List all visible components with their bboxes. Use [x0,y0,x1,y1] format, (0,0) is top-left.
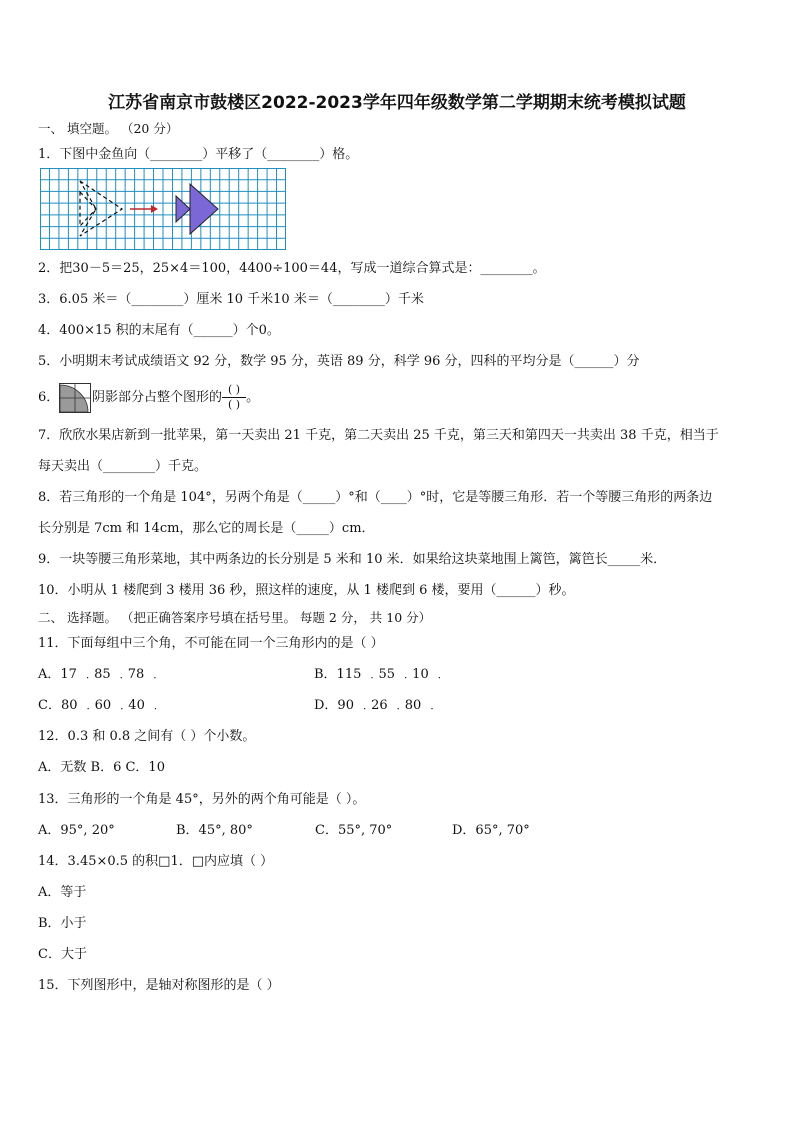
grid-diagram [40,168,286,250]
section-multiple-choice: 二、 选择题。 （把正确答案序号填在括号里。 每题 2 分， 共 10 分） [38,610,432,625]
question-10: 10．小明从 1 楼爬到 3 楼用 36 秒，照这样的速度，从 1 楼爬到 6 楼，要用（______）秒。 [38,583,575,598]
question-11: 11．下面每组中三个角，不可能在同一个三角形内的是（ ） [38,636,384,651]
question-5: 5．小明期末考试成绩语文 92 分，数学 95 分，英语 89 分，科学 96 分，四科的平均分是（______）分 [38,354,640,369]
question-9: 9．一块等腰三角形菜地，其中两条边的长分别是 5 米和 10 米．如果给这块菜地围上篱笆，篱笆长_____米． [38,552,667,567]
option-11-b: B．115 ﹒55 ﹒10 ﹒ [314,667,446,682]
question-6 [92,382,259,414]
option-11-d: D．90 ﹒26 ﹒80 ﹒ [314,698,439,713]
fraction-denominator: ( ) [228,398,241,411]
option-13-d: D．65°, 70° [452,823,530,838]
option-14-b: B．小于 [38,916,87,931]
option-11-a: A．17 ﹒85 ﹒78 ﹒ [38,667,162,682]
question-8-line2: 长分别是 7cm 和 14cm，那么它的周长是（_____）cm． [38,521,375,536]
question-15: 15．下列图形中，是轴对称图形的是（ ） [38,978,280,993]
question-6-number: 6． [38,390,60,405]
fraction-numerator: ( ) [228,383,241,396]
question-8-line1: 8．若三角形的一个角是 104°，另两个角是（_____）°和（____）°时，它是等腰三角形．若一个等腰三角形的两条边 [38,490,713,505]
shaded-figure [59,383,91,417]
options-12: A．无数 B．6 C．10 [38,760,165,775]
arrow-head-icon [151,205,158,213]
option-13-c: C．55°, 70° [315,823,393,838]
fish-moved-tail [176,196,190,222]
option-14-c: C．大于 [38,947,87,962]
question-2: 2．把30－5＝25，25×4＝100，4400÷100＝44，写成一道综合算式是：________。 [38,261,546,276]
option-11-c: C．80 ﹒60 ﹒40 ﹒ [38,698,162,713]
question-13: 13．三角形的一个角是 45°，另外的两个角可能是（ ）。 [38,792,366,807]
question-14: 14．3.45×0.5 的积□1．□内应填（ ） [38,854,274,869]
section-fill-blank: 一、 填空题。 （20 分） [38,121,179,136]
fish-grid-figure [40,168,286,254]
option-14-a: A．等于 [38,885,87,900]
question-4: 4．400×15 积的末尾有（______）个0。 [38,323,280,338]
page-title: 江苏省南京市鼓楼区2022-2023学年四年级数学第二学期期末统考模拟试题 [108,93,686,113]
question-3: 3．6.05 米＝（________）厘米 10 千米10 米＝（________）千米 [38,292,424,307]
question-12: 12．0.3 和 0.8 之间有（ ）个小数。 [38,729,256,744]
question-6-text: 阴影部分占整个图形的 [92,390,223,405]
question-7-line2: 每天卖出（________）千克。 [38,459,208,474]
fish-original-tail [80,192,96,226]
question-7-line1: 7．欣欣水果店新到一批苹果，第一天卖出 21 千克，第二天卖出 25 千克，第三天和第四天一共卖出 38 千克，相当于 [38,428,719,443]
fraction-answer [222,384,246,411]
question-1: 1．下图中金鱼向（________）平移了（________）格。 [38,147,359,162]
quarter-circle-shaded-icon [59,383,91,413]
option-13-a: A．95°, 20° [38,823,115,838]
option-13-b: B．45°, 80° [176,823,253,838]
question-6-end: 。 [246,390,260,405]
